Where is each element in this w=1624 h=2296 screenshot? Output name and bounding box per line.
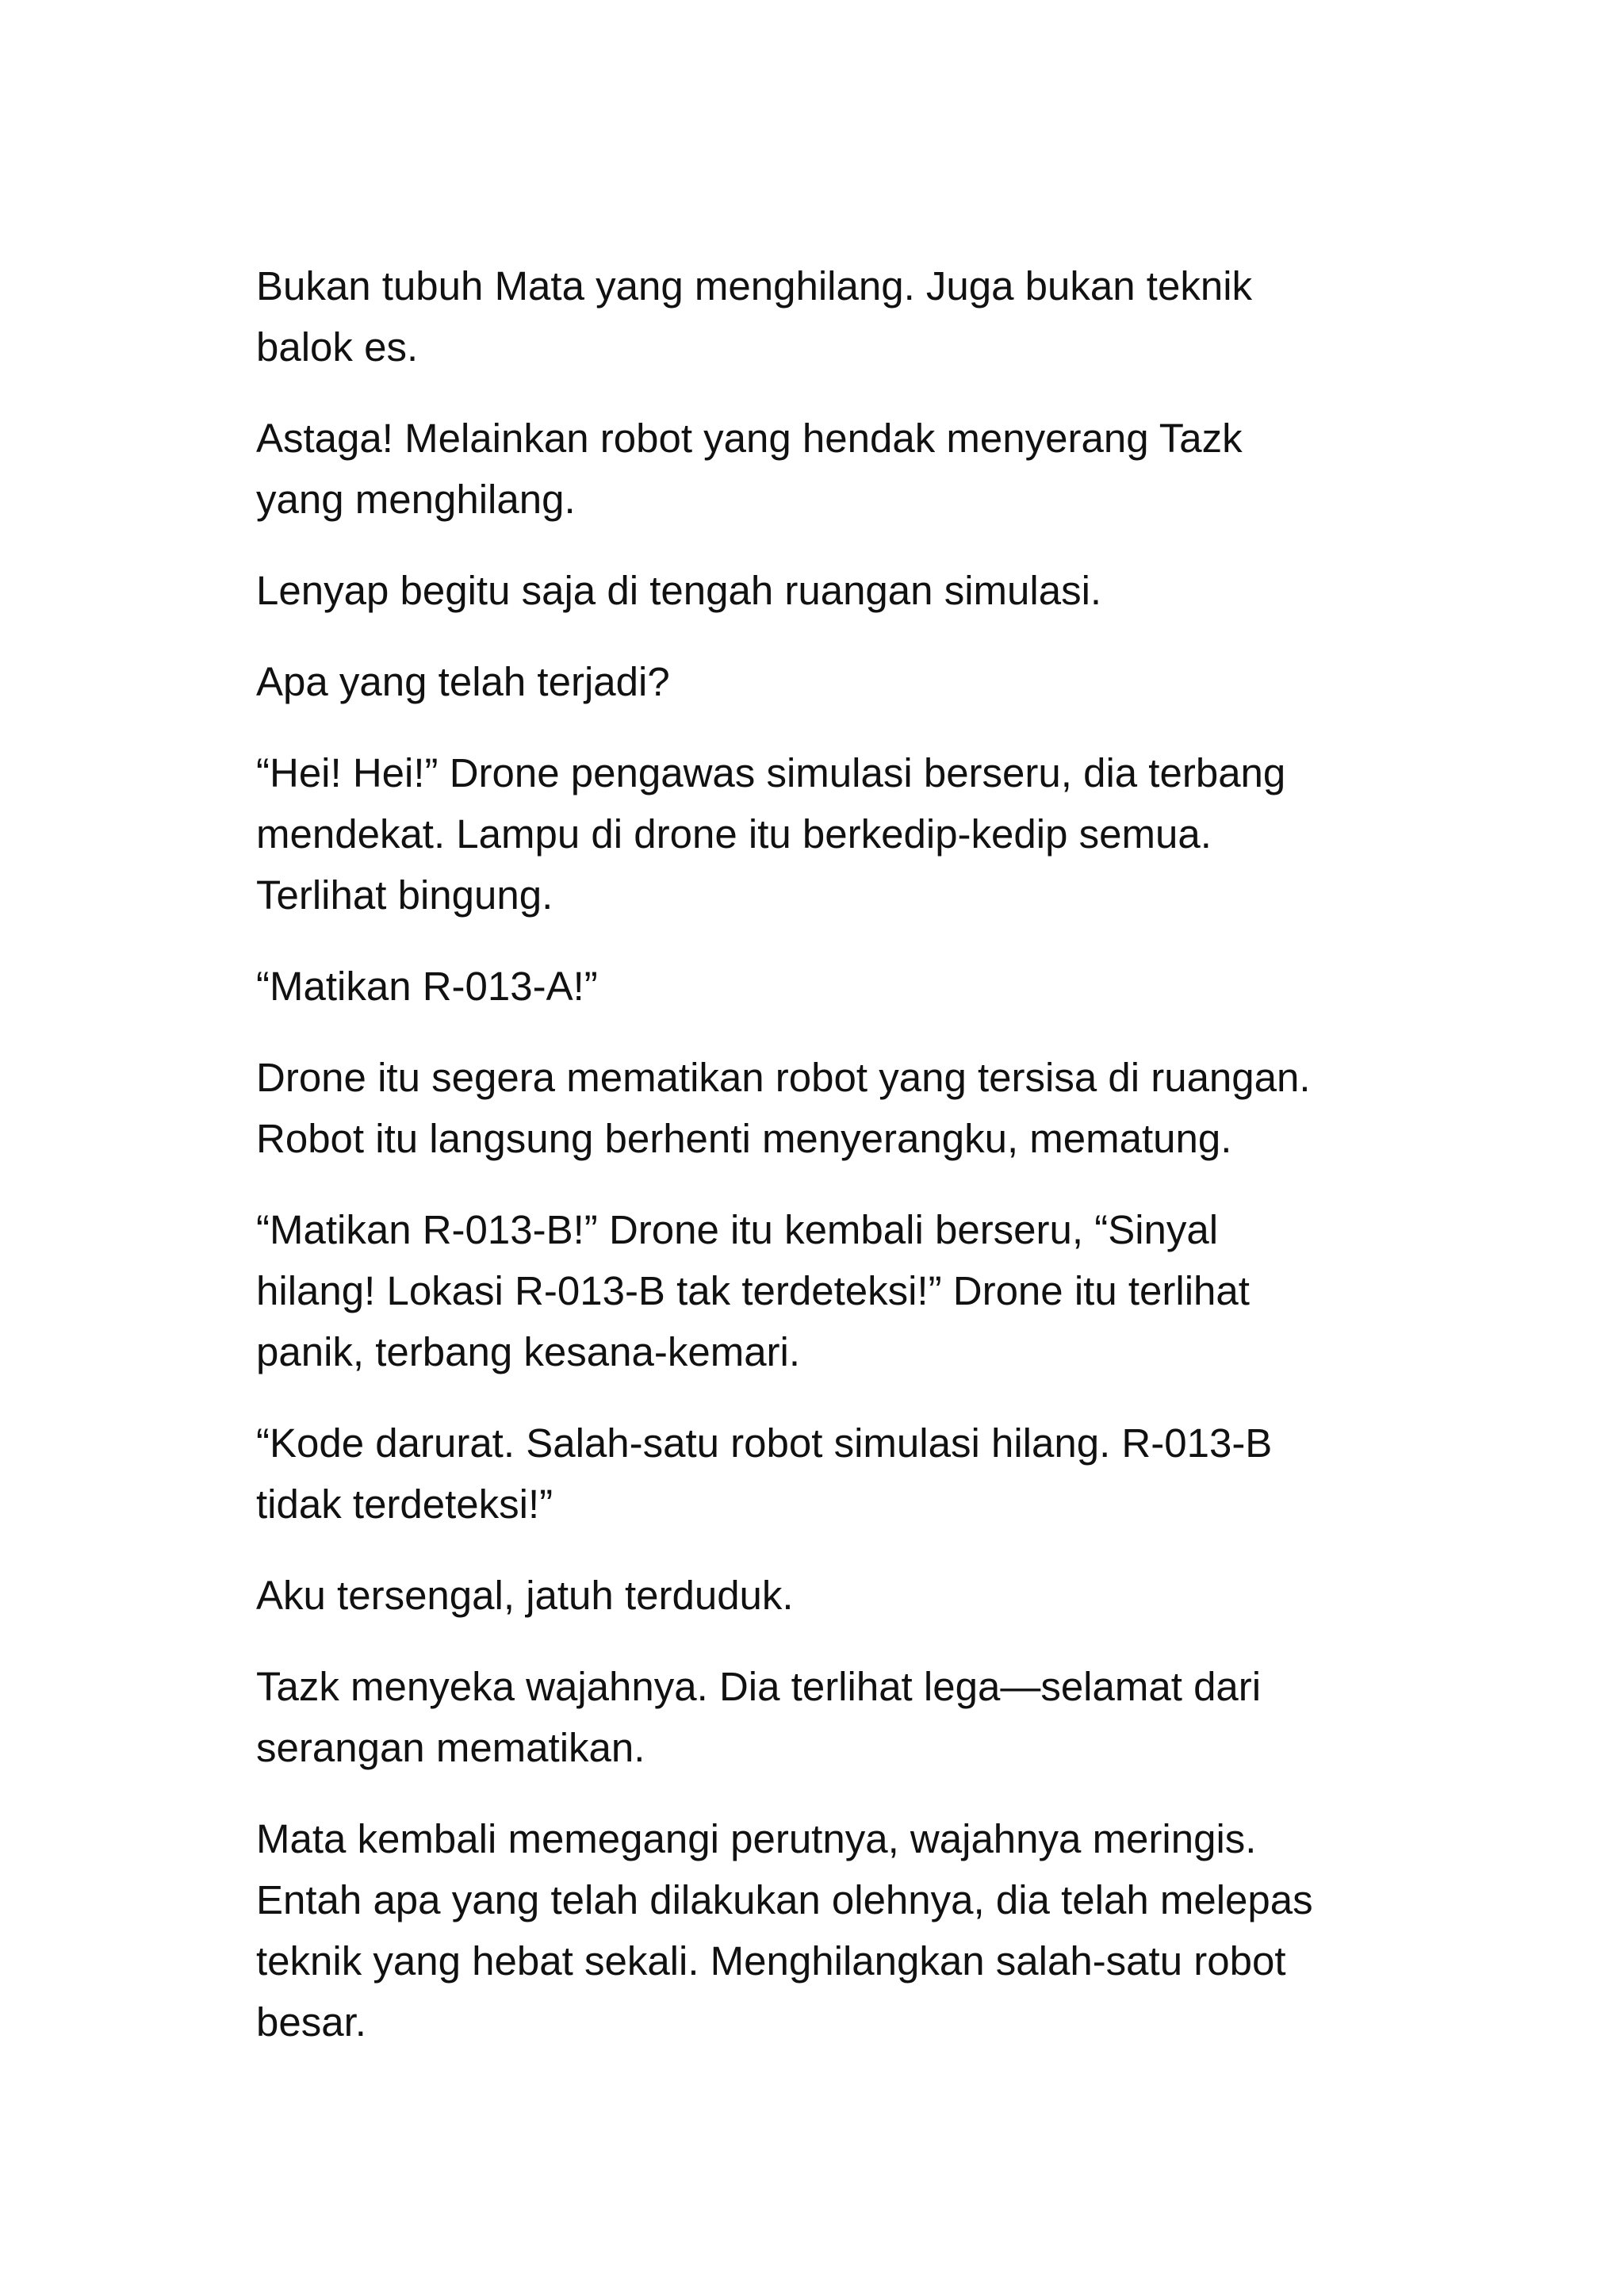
paragraph-9: “Kode darurat. Salah-satu robot simulasi hilang. R-013-B tidak terdeteksi!” bbox=[256, 1420, 1273, 1527]
paragraph-1: Bukan tubuh Mata yang menghilang. Juga bukan teknik balok es. bbox=[256, 263, 1253, 370]
paragraph-11: Tazk menyeka wajahnya. Dia terlihat lega—selamat dari serangan mematikan. bbox=[256, 1664, 1262, 1770]
paragraph-7: Drone itu segera mematikan robot yang tersisa di ruangan. Robot itu langsung berhenti menyerangku, mematung. bbox=[256, 1055, 1311, 1161]
paragraph-3: Lenyap begitu saja di tengah ruangan simulasi. bbox=[256, 568, 1102, 613]
paragraph-4: Apa yang telah terjadi? bbox=[256, 659, 670, 704]
paragraph-5: “Hei! Hei!” Drone pengawas simulasi berseru, dia terbang mendekat. Lampu di drone itu berkedip-kedip semua. Terlihat bingung. bbox=[256, 750, 1286, 918]
paragraph-12: Mata kembali memegangi perutnya, wajahnya meringis. Entah apa yang telah dilakukan olehnya, dia telah melepas teknik yang hebat sekali. Menghilangkan salah-satu robot besar. bbox=[256, 1816, 1313, 2045]
paragraph-10: Aku tersengal, jatuh terduduk. bbox=[256, 1573, 794, 1618]
paragraph-8: “Matikan R-013-B!” Drone itu kembali berseru, “Sinyal hilang! Lokasi R-013-B tak terdeteksi!” Drone itu terlihat panik, terbang kesana-kemari. bbox=[256, 1207, 1250, 1374]
story-text bbox=[256, 255, 1414, 2083]
paragraph-2: Astaga! Melainkan robot yang hendak menyerang Tazk yang menghilang. bbox=[256, 416, 1243, 522]
paragraph-6: “Matikan R-013-A!” bbox=[256, 964, 598, 1009]
